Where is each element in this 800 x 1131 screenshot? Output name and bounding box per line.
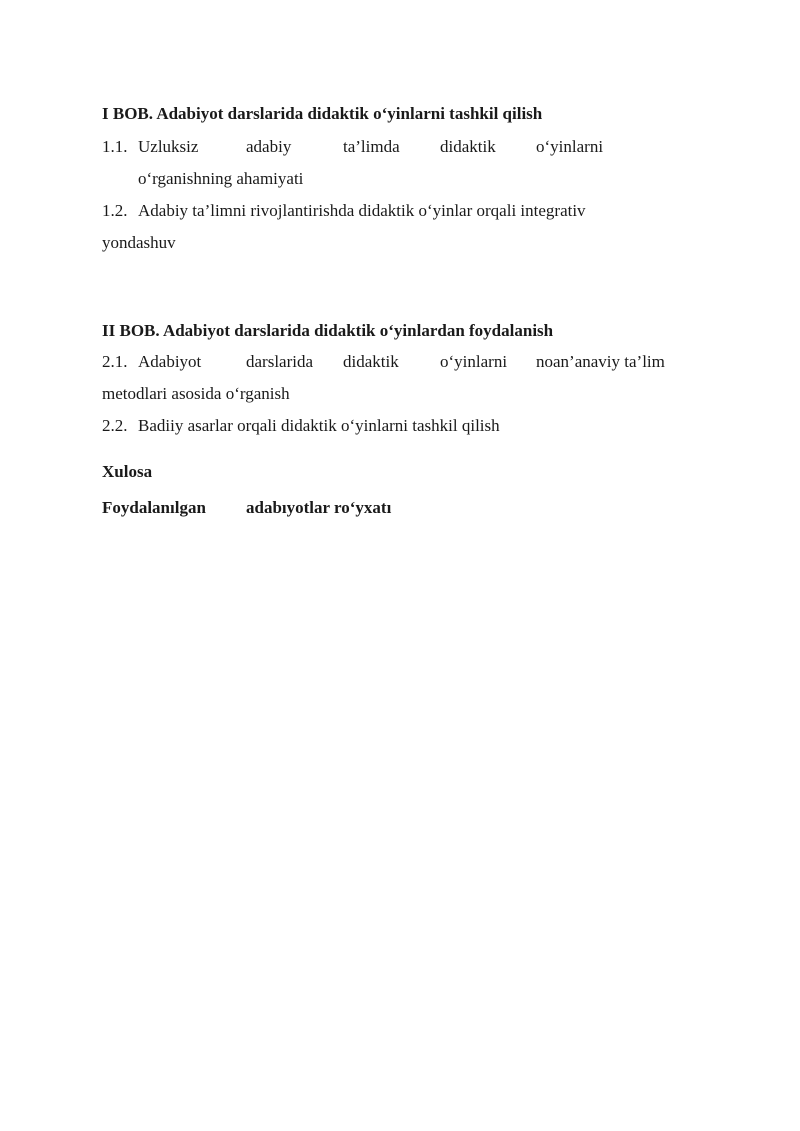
toc-item-2-1-word: o‘yinlarni	[440, 352, 508, 371]
toc-item-2-1	[102, 352, 138, 372]
toc-item-1-1-number: 1.1.	[102, 137, 128, 156]
references-heading-word-1: Foydalanılgan	[102, 498, 206, 517]
toc-item-1-2-text: Adabiy ta’limni rivojlantirishda didaktik o‘yinlar orqali integrativ	[138, 201, 586, 220]
toc-item-2-1-number: 2.1.	[102, 352, 128, 371]
toc-item-1-2-number: 1.2.	[102, 201, 128, 220]
toc-item-1-1-continuation: o‘rganishning ahamiyati	[138, 169, 304, 188]
toc-item-2-1-word: Adabiyot	[138, 352, 202, 371]
toc-item-1-1-word: ta’limda	[343, 137, 400, 156]
toc-item-1-2-continuation: yondashuv	[102, 233, 176, 252]
chapter-2-heading: II BOB. Adabiyot darslarida didaktik o‘yinlardan foydalanish	[102, 321, 554, 340]
chapter-1-heading: I BOB. Adabiyot darslarida didaktik o‘yinlarni tashkil qilish	[102, 104, 543, 123]
references-heading-word-2: adabıyotlar ro‘yxatı	[246, 498, 392, 517]
toc-item-2-2-number: 2.2.	[102, 416, 128, 435]
toc-item-1-1-word: Uzluksiz	[138, 137, 199, 156]
toc-item-1-1-word: adabiy	[246, 137, 292, 156]
toc-item-2-1-word: darslarida	[246, 352, 314, 371]
toc-item-2-1-word: noan’anaviy ta’lim	[536, 352, 665, 371]
toc-item-1-1-word: o‘yinlarni	[536, 137, 604, 156]
toc-item-2-2	[102, 416, 500, 436]
toc-item-2-1-continuation: metodlari asosida o‘rganish	[102, 384, 290, 403]
toc-item-1-1-word: didaktik	[440, 137, 496, 156]
conclusion-heading: Xulosa	[102, 462, 153, 481]
toc-item-2-1-word: didaktik	[343, 352, 399, 371]
toc-item-1-2	[102, 201, 586, 221]
toc-item-2-2-text: Badiiy asarlar orqali didaktik o‘yinlarni tashkil qilish	[138, 416, 500, 435]
toc-item-1-1	[102, 137, 138, 157]
